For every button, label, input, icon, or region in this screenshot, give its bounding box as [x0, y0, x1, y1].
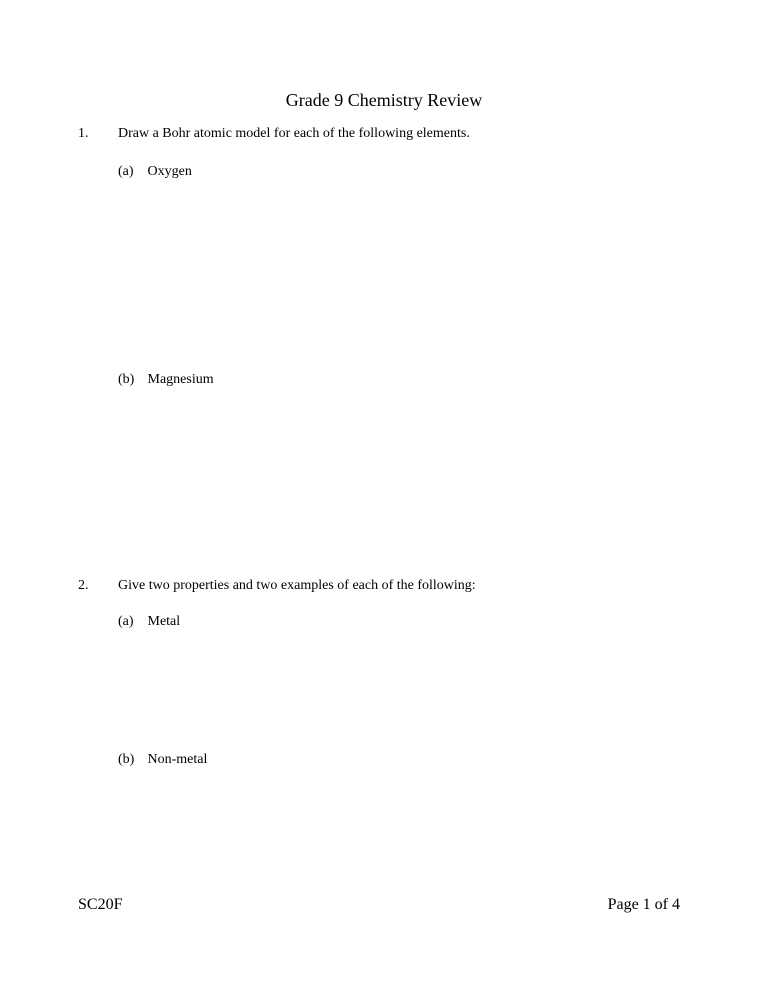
- part-text: Magnesium: [147, 372, 214, 387]
- footer-course-code: SC20F: [78, 896, 123, 913]
- part-label: (b): [118, 372, 135, 387]
- question-1-part-a: [118, 164, 192, 180]
- part-text: Metal: [147, 614, 181, 629]
- question-text: Draw a Bohr atomic model for each of the following elements.: [118, 126, 470, 141]
- question-1: [0, 126, 768, 146]
- part-label: (a): [118, 614, 134, 629]
- footer-page-number: Page 1 of 4: [607, 896, 680, 913]
- part-label: (b): [118, 752, 135, 767]
- question-2-part-a: [118, 614, 180, 630]
- question-text: Give two properties and two examples of each of the following:: [118, 578, 476, 593]
- question-1-part-b: [118, 372, 214, 388]
- question-number: 1.: [78, 126, 89, 141]
- question-number: 2.: [78, 578, 89, 593]
- part-text: Oxygen: [147, 164, 192, 179]
- page-title: Grade 9 Chemistry Review: [285, 90, 483, 110]
- question-2-part-b: [118, 752, 207, 768]
- part-text: Non-metal: [147, 752, 208, 767]
- question-2: [0, 578, 768, 598]
- part-label: (a): [118, 164, 134, 179]
